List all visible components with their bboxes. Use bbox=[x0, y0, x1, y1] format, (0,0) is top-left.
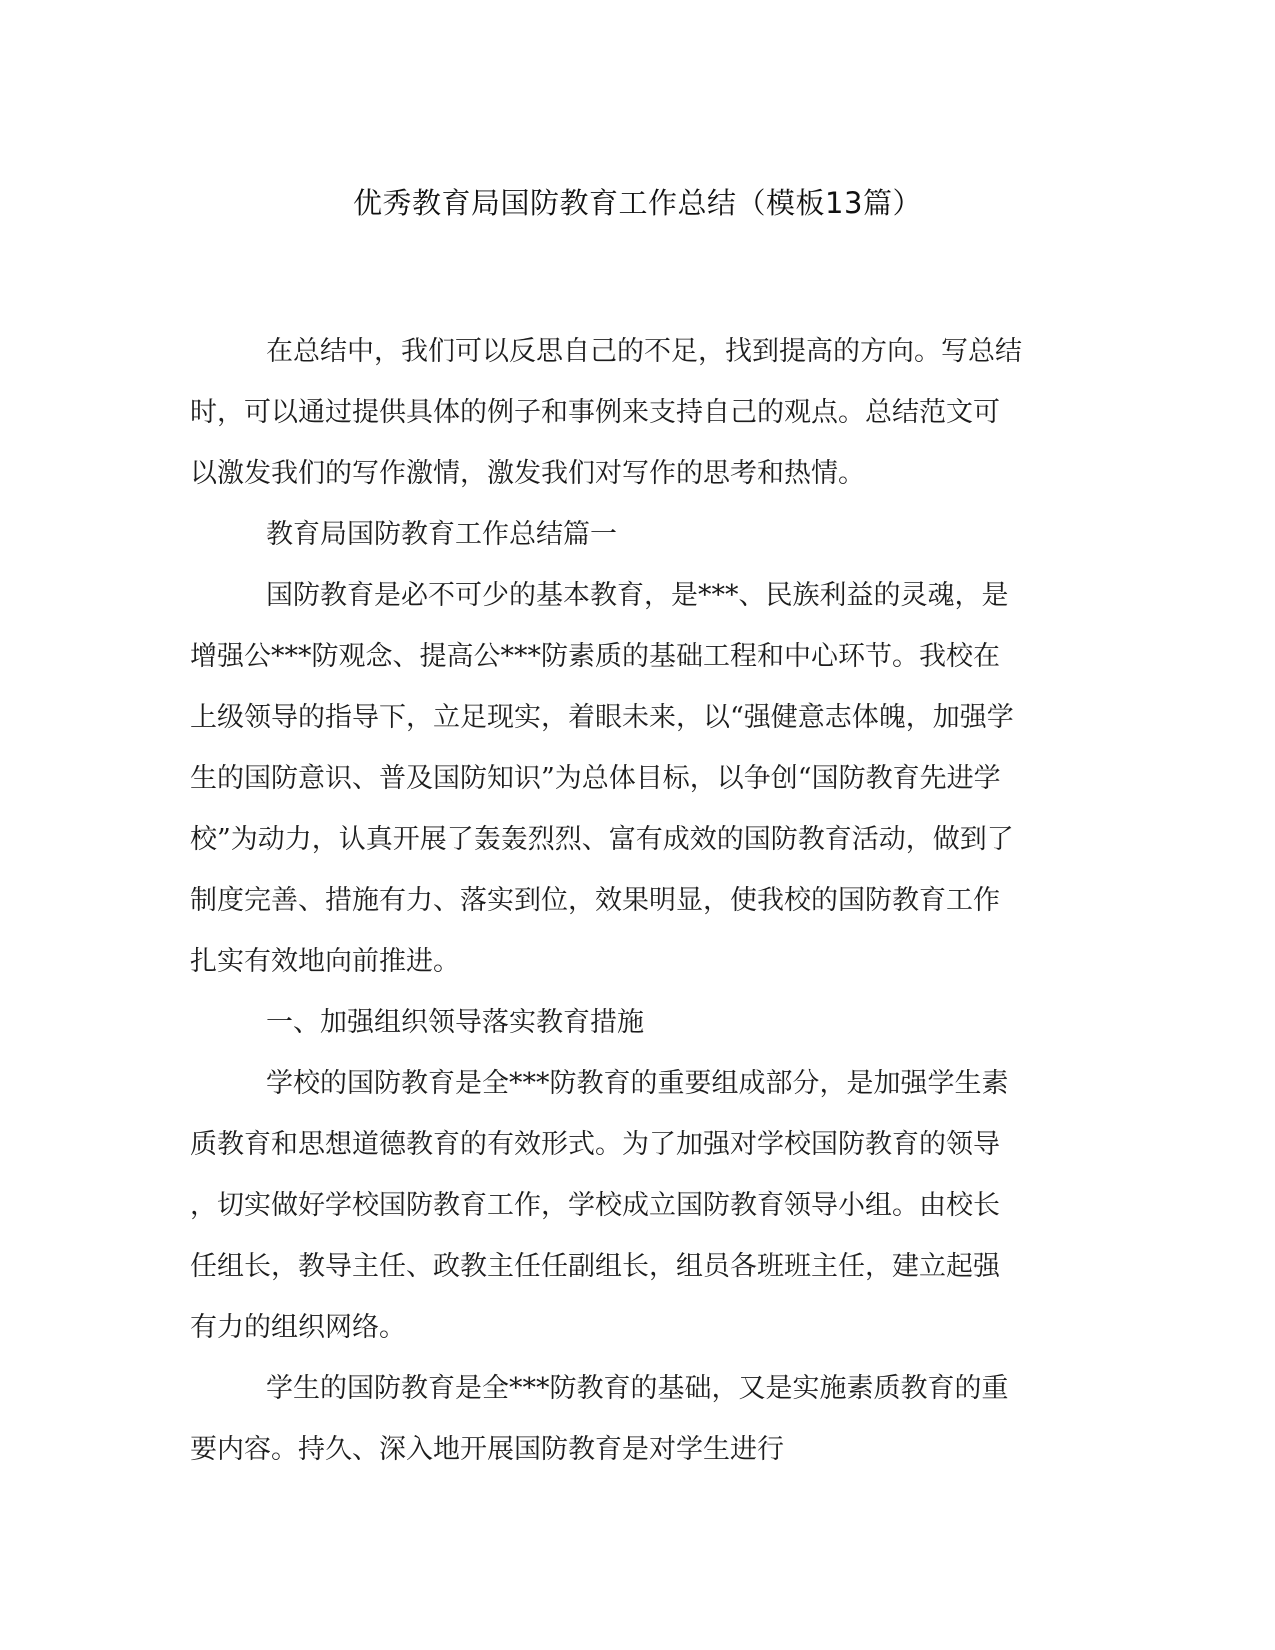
body-paragraph-1-line-7: 扎实有效地向前推进。 bbox=[190, 946, 460, 977]
body-paragraph-1-line-5: 校”为动力，认真开展了轰轰烈烈、富有成效的国防教育活动，做到了 bbox=[190, 824, 1014, 855]
section-heading: 教育局国防教育工作总结篇一 bbox=[266, 519, 617, 550]
body-paragraph-2-line-5: 有力的组织网络。 bbox=[190, 1312, 406, 1343]
body-paragraph-2-line-3: ，切实做好学校国防教育工作，学校成立国防教育领导小组。由校长 bbox=[190, 1190, 1000, 1221]
body-paragraph-1-line-1: 国防教育是必不可少的基本教育，是***、民族利益的灵魂，是 bbox=[266, 580, 1009, 611]
body-paragraph-3-line-2: 要内容。持久、深入地开展国防教育是对学生进行 bbox=[190, 1434, 784, 1465]
intro-line-2: 时，可以通过提供具体的例子和事例来支持自己的观点。总结范文可 bbox=[190, 397, 1000, 428]
subheading: 一、加强组织领导落实教育措施 bbox=[266, 1007, 644, 1038]
intro-line-3: 以激发我们的写作激情，激发我们对写作的思考和热情。 bbox=[190, 458, 865, 489]
body-paragraph-3-line-1: 学生的国防教育是全***防教育的基础，又是实施素质教育的重 bbox=[266, 1373, 1009, 1404]
body-paragraph-2-line-2: 质教育和思想道德教育的有效形式。为了加强对学校国防教育的领导 bbox=[190, 1129, 1000, 1160]
body-paragraph-1-line-6: 制度完善、措施有力、落实到位，效果明显，使我校的国防教育工作 bbox=[190, 885, 1000, 916]
document-title: 优秀教育局国防教育工作总结（模板13篇） bbox=[353, 186, 922, 220]
body-paragraph-2-line-4: 任组长，教导主任、政教主任任副组长，组员各班班主任，建立起强 bbox=[190, 1251, 1000, 1282]
body-paragraph-1-line-2: 增强公***防观念、提高公***防素质的基础工程和中心环节。我校在 bbox=[190, 641, 1000, 672]
body-paragraph-2-line-1: 学校的国防教育是全***防教育的重要组成部分，是加强学生素 bbox=[266, 1068, 1009, 1099]
body-paragraph-1-line-4: 生的国防意识、普及国防知识”为总体目标，以争创“国防教育先进学 bbox=[190, 763, 1001, 794]
body-paragraph-1-line-3: 上级领导的指导下，立足现实，着眼未来，以“强健意志体魄，加强学 bbox=[190, 702, 1014, 733]
intro-line-1: 在总结中，我们可以反思自己的不足，找到提高的方向。写总结 bbox=[266, 336, 1022, 367]
